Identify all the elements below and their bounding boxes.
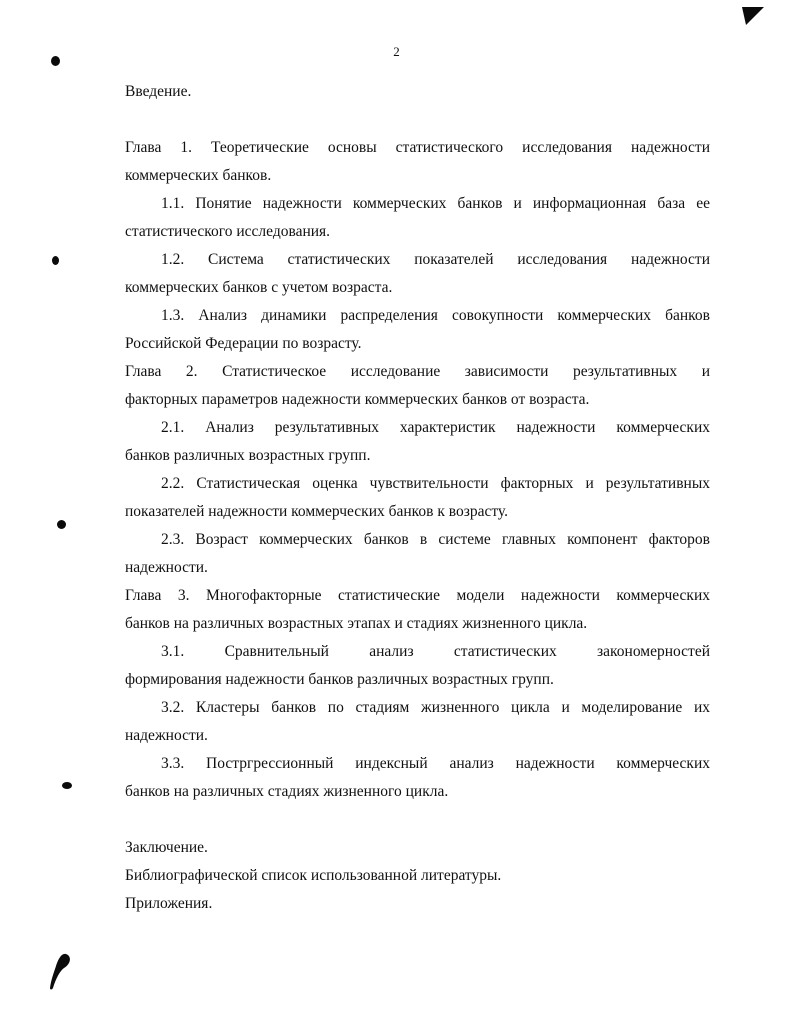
section-1-3-line-2: Российской Федерации по возрасту. (125, 335, 362, 352)
binder-hole-mark (57, 520, 66, 529)
binder-hole-mark (62, 782, 72, 789)
section-1-1-line-2: статистического исследования. (125, 223, 331, 240)
section-2-3-line-1: 2.3. Возраст коммерческих банков в системе главных компонент факторов (161, 531, 710, 548)
section-3-3-line-2: банков на различных стадиях жизненного цикла. (125, 783, 449, 800)
section-1-2-line-2: коммерческих банков с учетом возраста. (125, 279, 393, 296)
chapter-3-title-line-2: банков на различных возрастных этапах и стадиях жизненного цикла. (125, 615, 588, 632)
toc-conclusion: Заключение. (125, 839, 208, 856)
chapter-3-title-line-1: Глава 3. Многофакторные статистические модели надежности коммерческих (125, 587, 710, 604)
section-3-1-line-2: формирования надежности банков различных возрастных групп. (125, 671, 554, 688)
binder-hole-mark (52, 256, 59, 265)
section-3-3-line-1: 3.3. Постргрессионный индексный анализ надежности коммерческих (161, 755, 710, 772)
page-number: 2 (393, 44, 400, 59)
section-2-1-line-1: 2.1. Анализ результативных характеристик надежности коммерческих (161, 419, 710, 436)
chapter-2-title-line-2: факторных параметров надежности коммерческих банков от возраста. (125, 391, 590, 408)
corner-scan-mark (742, 7, 766, 27)
table-of-contents (125, 78, 710, 918)
chapter-1-title-line-1: Глава 1. Теоретические основы статистического исследования надежности (125, 139, 710, 156)
spacer (125, 806, 710, 834)
toc-appendices: Приложения. (125, 895, 213, 912)
section-1-2-line-1: 1.2. Система статистических показателей исследования надежности (161, 251, 710, 268)
toc-introduction: Введение. (125, 83, 192, 100)
section-3-2-line-1: 3.2. Кластеры банков по стадиям жизненного цикла и моделирование их (161, 699, 710, 716)
toc-bibliography: Библиографической список использованной литературы. (125, 867, 502, 884)
section-1-1-line-1: 1.1. Понятие надежности коммерческих банков и информационная база ее (161, 195, 710, 212)
spacer (125, 106, 710, 134)
chapter-1-title-line-2: коммерческих банков. (125, 167, 272, 184)
section-3-1-line-1: 3.1. Сравнительный анализ статистических закономерностей (161, 643, 710, 660)
ink-stroke-mark (44, 952, 74, 992)
binder-hole-mark (51, 56, 60, 66)
section-2-2-line-1: 2.2. Статистическая оценка чувствительности факторных и результативных (161, 475, 710, 492)
section-2-2-line-2: показателей надежности коммерческих банков к возрасту. (125, 503, 509, 520)
section-2-3-line-2: надежности. (125, 559, 208, 576)
section-1-3-line-1: 1.3. Анализ динамики распределения совокупности коммерческих банков (161, 307, 710, 324)
section-2-1-line-2: банков различных возрастных групп. (125, 447, 371, 464)
chapter-2-title-line-1: Глава 2. Статистическое исследование зависимости результативных и (125, 363, 710, 380)
section-3-2-line-2: надежности. (125, 727, 208, 744)
